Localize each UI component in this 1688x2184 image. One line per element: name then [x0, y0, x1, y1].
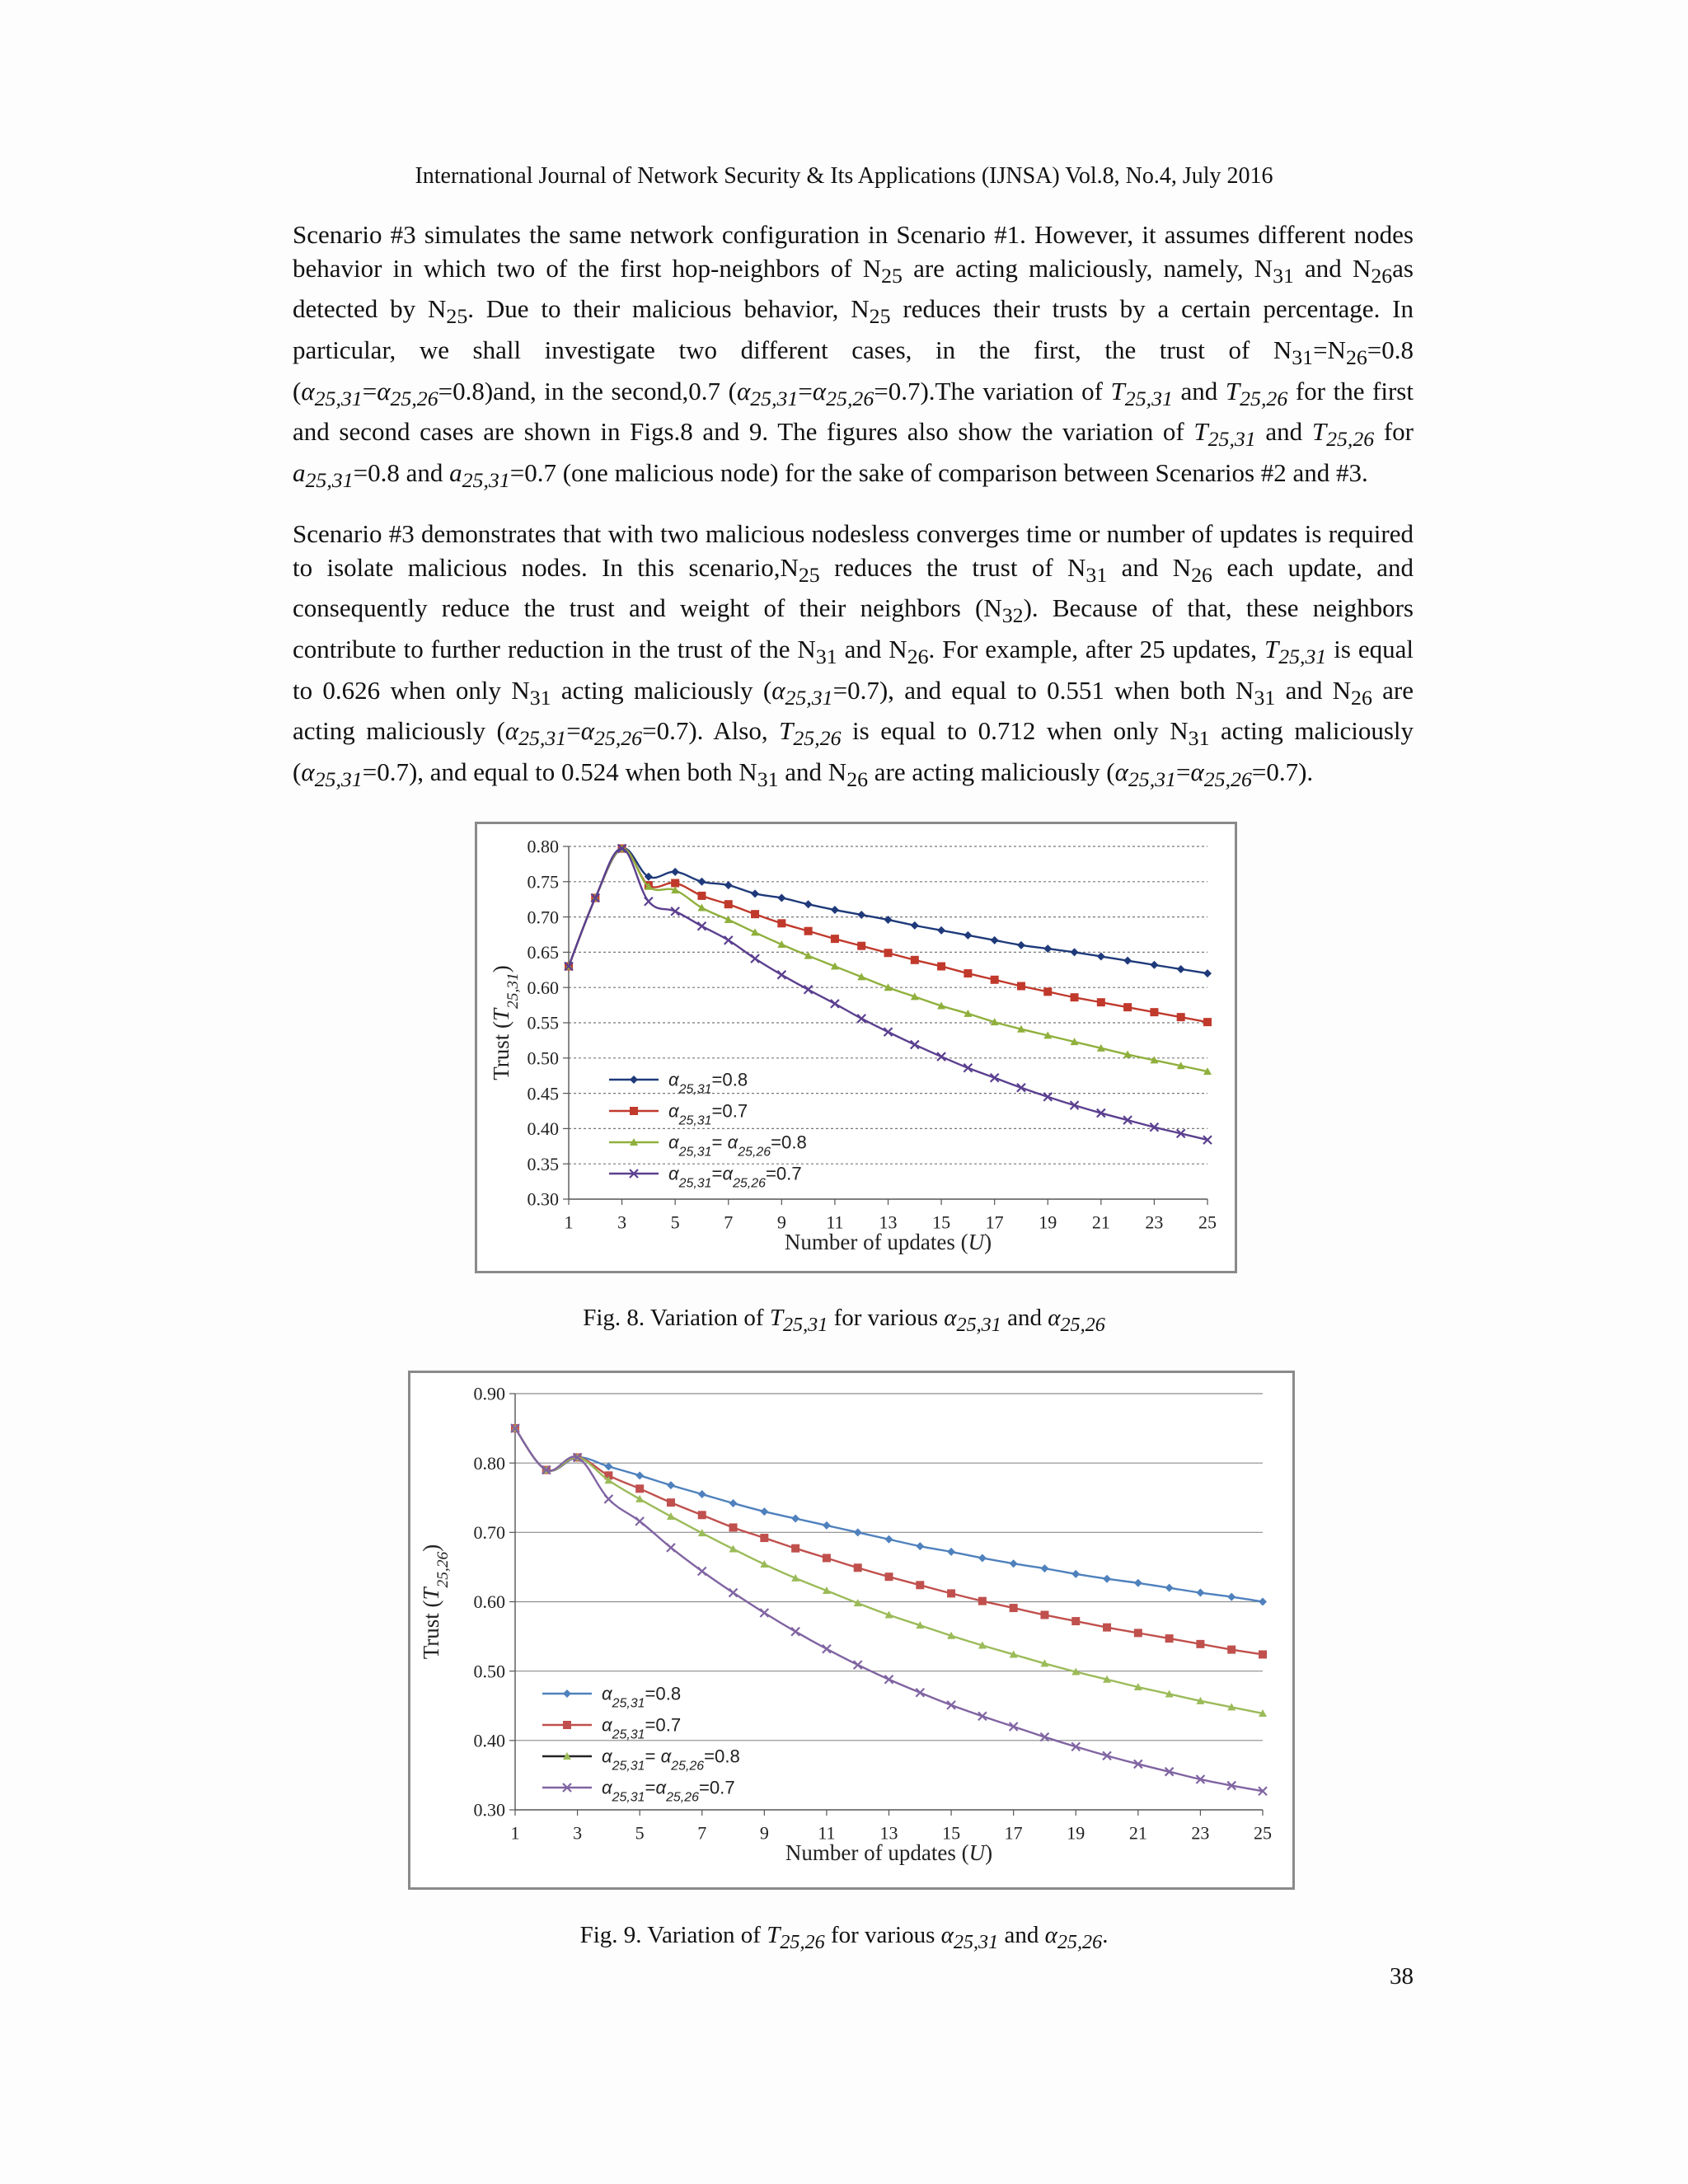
data-point — [857, 942, 865, 950]
legend-item-2 — [609, 1101, 748, 1128]
data-point — [857, 1015, 865, 1023]
data-point — [760, 1609, 768, 1617]
data-point — [1196, 1589, 1204, 1597]
data-point — [729, 1523, 738, 1531]
x-tick-label: 3 — [573, 1822, 583, 1844]
data-point — [645, 898, 653, 906]
data-point — [1071, 993, 1079, 1001]
paragraph-1-text: Scenario #3 simulates the same network configuration in Scenario #1. However, it assumes different nodes behavior in which two of the first hop-neighbors of $N_{25}$ are acting maliciously, namely, $N_{31}$ and $N_{26}as$ detected by $N_{25}$. Due to their malicious behavior, $N_{25}$ reduces their trusts by a certain percentage. In particular, we shall investigate two different cases, in the first, the trust of $N_{31}=N_{26}=0.8$ $(\alpha_{25,31}=\alpha_{25,26}=0.8)and$, in the second,0.7 $(\alpha_{25,31}=\alpha_{25,26}=0.7).The$ variation of $T_{25,31}$ and $T_{25,26}$ for the first and second cases are shown in Figs.8 and 9. The figures also show the variation of $T_{25,31}$ and $T_{25,26}$ for $a_{25,31}=0.8$ and $a_{25,31}=0.7$ (one malicious node) for the sake of comparison between Scenarios #2 and #3. — [293, 220, 1414, 493]
data-point — [978, 1554, 987, 1562]
data-point — [1071, 1617, 1080, 1625]
figure-8-caption: Fig. 8. Variation of $T_{25,31}$ for various $\alpha_{25,31}$ and $\alpha_{25,26}$ — [583, 1305, 1105, 1336]
data-point — [635, 1495, 644, 1502]
data-point — [911, 956, 919, 964]
legend-label: $\alpha_{25,31}=0.8$ — [668, 1069, 748, 1097]
data-point — [1203, 969, 1212, 977]
x-tick-label: 9 — [776, 1212, 786, 1233]
data-point — [667, 1544, 675, 1552]
data-point — [698, 1511, 706, 1519]
data-point — [1043, 944, 1052, 953]
legend-label: $\alpha_{25,31}=0.7$ — [668, 1100, 748, 1128]
x-axis-label: Number of updates (U) — [784, 1230, 992, 1255]
data-point — [831, 1000, 839, 1008]
data-point — [760, 1534, 768, 1542]
data-point — [937, 926, 945, 935]
data-point — [751, 889, 759, 898]
data-point — [777, 919, 785, 927]
legend-marker — [630, 1107, 638, 1115]
legend-label: $\alpha_{25,31}= \alpha_{25,26}=0.8$ — [602, 1746, 740, 1774]
data-point — [804, 986, 813, 994]
legend-label: $\alpha_{25,31}=0.7$ — [602, 1714, 682, 1742]
legend-item-1 — [542, 1684, 681, 1711]
running-header: International Journal of Network Security & Its Applications (IJNSA) Vol.8, No.4, July 2016 — [415, 163, 1273, 189]
figure-9-chart — [410, 1373, 1292, 1887]
data-point — [884, 949, 893, 957]
series-1 — [565, 845, 1212, 978]
data-point — [1150, 961, 1158, 969]
x-tick-label: 1 — [510, 1822, 520, 1844]
data-point — [604, 1462, 612, 1470]
data-point — [916, 1542, 924, 1550]
data-point — [964, 1064, 972, 1072]
x-tick-label: 11 — [826, 1212, 844, 1233]
x-tick-label: 3 — [617, 1212, 627, 1233]
data-point — [1103, 1624, 1111, 1632]
legend-item-1 — [609, 1070, 748, 1097]
data-point — [604, 1495, 612, 1503]
data-point — [1196, 1640, 1204, 1648]
data-point — [671, 868, 679, 876]
data-point — [697, 892, 706, 900]
data-point — [1227, 1646, 1236, 1654]
data-point — [854, 1661, 862, 1669]
data-point — [911, 1041, 919, 1049]
x-tick-label: 1 — [564, 1212, 574, 1233]
data-point — [751, 954, 759, 963]
data-point — [804, 927, 813, 935]
data-point — [947, 1589, 955, 1597]
data-point — [1227, 1593, 1236, 1601]
data-point — [1017, 941, 1025, 949]
y-tick-label: 0.35 — [527, 1153, 559, 1174]
x-tick-label: 19 — [1039, 1212, 1057, 1233]
data-point — [804, 900, 813, 908]
data-point — [831, 935, 839, 943]
x-tick-label: 21 — [1128, 1822, 1147, 1844]
data-point — [791, 1628, 799, 1636]
legend-item-2 — [542, 1715, 681, 1742]
series-2 — [565, 845, 1212, 1027]
legend-label: $\alpha_{25,31}=\alpha_{25,26}=0.7$ — [668, 1163, 802, 1191]
data-point — [1071, 948, 1079, 956]
data-point — [885, 1675, 893, 1684]
data-point — [857, 911, 865, 919]
data-point — [667, 1481, 675, 1489]
x-tick-label: 13 — [879, 1822, 898, 1844]
x-tick-label: 9 — [759, 1822, 769, 1844]
data-point — [698, 1490, 706, 1498]
data-point — [791, 1515, 799, 1523]
data-point — [1040, 1564, 1048, 1572]
y-axis-label: Trust $(T_{25,26})$ — [419, 1544, 452, 1660]
y-tick-label: 0.80 — [473, 1452, 505, 1474]
legend-label: $\alpha_{25,31}=\alpha_{25,26}=0.7$ — [602, 1777, 735, 1805]
x-tick-label: 11 — [818, 1822, 836, 1844]
data-point — [823, 1521, 831, 1530]
data-point — [729, 1589, 738, 1597]
data-point — [635, 1471, 644, 1479]
data-point — [1017, 982, 1025, 990]
data-point — [791, 1544, 799, 1553]
x-tick-label: 13 — [879, 1212, 898, 1233]
data-point — [1010, 1559, 1018, 1568]
data-point — [1097, 998, 1105, 1006]
data-point — [697, 878, 706, 886]
legend-marker — [563, 1721, 571, 1729]
data-point — [724, 936, 733, 944]
data-point — [1071, 1570, 1080, 1578]
legend-marker — [563, 1690, 571, 1698]
data-point — [1043, 987, 1052, 996]
figure-9-caption: Fig. 9. Variation of $T_{25,26}$ for various $\alpha_{25,31}$ and $\alpha_{25,26}$. — [579, 1922, 1109, 1953]
data-point — [964, 931, 972, 940]
data-point — [854, 1528, 862, 1536]
x-tick-label: 7 — [697, 1822, 707, 1844]
y-tick-label: 0.40 — [527, 1118, 559, 1140]
data-point — [937, 963, 945, 971]
data-point — [991, 1074, 999, 1082]
x-tick-label: 7 — [724, 1212, 734, 1233]
x-tick-label: 23 — [1145, 1212, 1164, 1233]
data-point — [724, 881, 733, 889]
x-tick-label: 17 — [1004, 1822, 1023, 1844]
data-point — [751, 910, 759, 918]
data-point — [1134, 1579, 1142, 1587]
data-point — [729, 1499, 738, 1507]
y-tick-label: 0.60 — [527, 977, 559, 998]
y-tick-label: 0.50 — [473, 1661, 505, 1682]
data-point — [947, 1701, 955, 1709]
y-tick-label: 0.45 — [527, 1083, 559, 1104]
y-tick-label: 0.90 — [473, 1383, 505, 1404]
data-point — [760, 1507, 768, 1516]
figure-8-chart — [477, 824, 1235, 1271]
data-point — [1150, 1008, 1158, 1016]
data-point — [697, 903, 706, 911]
data-point — [1134, 1629, 1142, 1637]
series-line — [569, 849, 1207, 1141]
paragraph-2 — [293, 518, 1414, 797]
data-point — [978, 1597, 987, 1605]
data-point — [1123, 957, 1132, 965]
data-point — [1097, 953, 1105, 961]
y-tick-label: 0.80 — [527, 836, 559, 857]
data-point — [635, 1484, 644, 1493]
legend-marker — [630, 1076, 638, 1084]
data-point — [991, 936, 999, 944]
x-tick-label: 15 — [932, 1212, 951, 1233]
y-tick-label: 0.60 — [473, 1591, 505, 1613]
series-3 — [511, 1424, 1267, 1717]
data-point — [667, 1512, 675, 1520]
data-point — [1040, 1610, 1048, 1619]
data-point — [777, 971, 785, 979]
figure-9 — [408, 1371, 1295, 1890]
page-number: 38 — [1390, 1963, 1414, 1990]
data-point — [671, 879, 679, 888]
data-point — [831, 906, 839, 914]
x-tick-label: 5 — [670, 1212, 680, 1233]
figure-8 — [475, 822, 1237, 1273]
data-point — [1103, 1575, 1111, 1583]
data-point — [667, 1498, 675, 1507]
data-point — [1259, 1650, 1267, 1658]
legend-item-3 — [542, 1746, 740, 1774]
legend-item-3 — [609, 1132, 807, 1160]
y-tick-label: 0.70 — [527, 907, 559, 928]
data-point — [937, 1052, 945, 1061]
x-tick-label: 23 — [1191, 1822, 1210, 1844]
data-point — [854, 1563, 862, 1572]
y-tick-label: 0.75 — [527, 871, 559, 893]
y-tick-label: 0.30 — [473, 1799, 505, 1821]
data-point — [1177, 1013, 1185, 1021]
data-point — [823, 1645, 831, 1653]
data-point — [1259, 1598, 1267, 1606]
y-tick-label: 0.55 — [527, 1012, 559, 1033]
x-axis-label: Number of updates (U) — [785, 1840, 993, 1866]
y-tick-label: 0.70 — [473, 1522, 505, 1544]
x-tick-label: 15 — [942, 1822, 961, 1844]
y-tick-label: 0.40 — [473, 1730, 505, 1751]
legend-label: $\alpha_{25,31}=0.8$ — [602, 1683, 682, 1711]
data-point — [724, 900, 733, 908]
legend-label: $\alpha_{25,31}= \alpha_{25,26}=0.8$ — [668, 1132, 807, 1160]
data-point — [884, 1028, 893, 1036]
x-tick-label: 19 — [1067, 1822, 1085, 1844]
data-point — [916, 1581, 924, 1589]
data-point — [947, 1548, 955, 1556]
data-point — [916, 1689, 924, 1697]
x-tick-label: 25 — [1198, 1212, 1217, 1233]
data-point — [911, 921, 919, 930]
y-axis-label: Trust $(T_{25,31})$ — [489, 965, 522, 1080]
data-point — [1177, 965, 1185, 973]
legend-item-4 — [609, 1164, 802, 1191]
data-point — [964, 969, 972, 977]
y-tick-label: 0.50 — [527, 1047, 559, 1069]
x-tick-label: 17 — [985, 1212, 1004, 1233]
data-point — [1203, 1018, 1212, 1026]
data-point — [1123, 1003, 1132, 1011]
data-point — [1165, 1584, 1174, 1592]
data-point — [1010, 1604, 1018, 1612]
paragraph-1 — [293, 218, 1414, 498]
x-tick-label: 25 — [1254, 1822, 1272, 1844]
data-point — [823, 1554, 831, 1562]
x-tick-label: 5 — [635, 1822, 645, 1844]
data-point — [777, 893, 785, 902]
data-point — [635, 1517, 644, 1526]
y-tick-label: 0.65 — [527, 942, 559, 963]
paragraph-2-text: Scenario #3 demonstrates that with two malicious nodesless converges time or number of updates is required to isolate malicious nodes. In this $scenario,N_{25}$ reduces the trust of $N_{31}$ and $N_{26}$ each update, and consequently reduce the trust and weight of their neighbors $(N_{32})$. Because of that, these neighbors contribute to further reduction in the trust of the $N_{31}$ and $N_{26}$. For example, after 25 updates, $T_{25,31}$ is equal to 0.626 when only $N_{31}$ acting maliciously $(\alpha_{25,31}=0.7)$, and equal to 0.551 when both $N_{31}$ and $N_{26}$ are acting maliciously $(\alpha_{25,31}=\alpha_{25,26}=0.7)$. Also, $T_{25,26}$ is equal to 0.712 when only $N_{31}$ acting maliciously $(\alpha_{25,31}=0.7)$, and equal to 0.524 when both $N_{31}$ and $N_{26}$ are acting maliciously $(\alpha_{25,31}=\alpha_{25,26}=0.7)$. — [293, 519, 1414, 792]
data-point — [885, 1572, 893, 1581]
data-point — [697, 922, 706, 930]
data-point — [885, 1535, 893, 1544]
y-tick-label: 0.30 — [527, 1188, 559, 1210]
data-point — [991, 976, 999, 984]
data-point — [698, 1567, 706, 1575]
data-point — [1165, 1634, 1174, 1643]
x-tick-label: 21 — [1091, 1212, 1110, 1233]
legend-item-4 — [542, 1778, 735, 1805]
